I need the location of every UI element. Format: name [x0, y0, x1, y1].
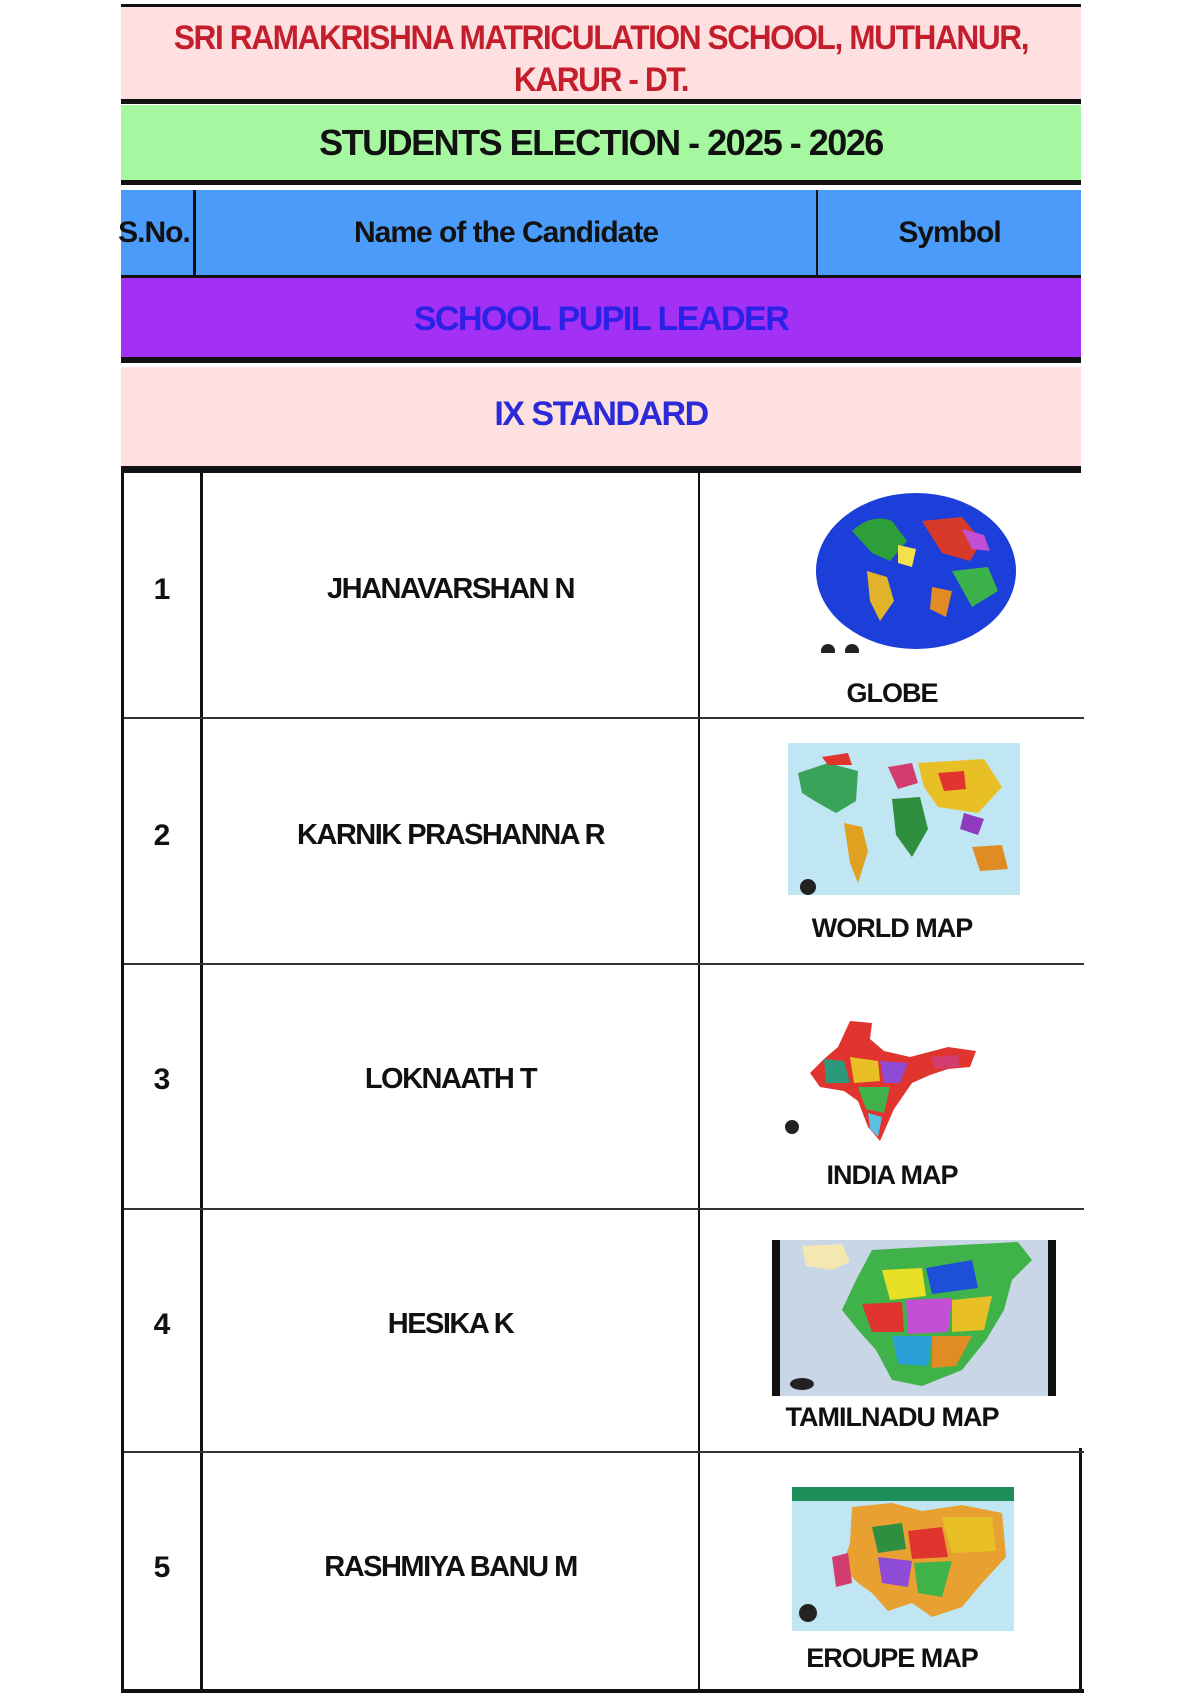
india-map-icon: [780, 1017, 984, 1149]
symbol-cell: [700, 1210, 1084, 1451]
symbol-label: INDIA MAP: [826, 1160, 958, 1190]
symbol-cell: [700, 719, 1084, 963]
symbol-cell: [700, 965, 1084, 1208]
election-title: STUDENTS ELECTION - 2025 - 2026: [121, 105, 1081, 185]
table-row: [124, 965, 1084, 1210]
table-row: [124, 719, 1084, 965]
candidate-name: HESIKA K: [387, 1308, 514, 1340]
school-title: [121, 4, 1081, 104]
candidate-name: LOKNAATH T: [364, 1063, 537, 1095]
post-title: SCHOOL PUPIL LEADER: [121, 278, 1081, 363]
symbol-cell: [700, 473, 1084, 717]
tamilnadu-map-icon: [772, 1240, 1056, 1396]
candidate-name: RASHMIYA BANU M: [324, 1551, 577, 1583]
candidate-table: [121, 473, 1081, 1693]
row-sno: 3: [153, 1063, 171, 1096]
symbol-cell: [700, 1453, 1084, 1689]
table-row: [124, 1453, 1084, 1693]
header-name: Name of the Candidate: [196, 190, 818, 275]
header-sno: S.No.: [115, 190, 196, 275]
row-sno: 4: [153, 1308, 171, 1341]
ballot-sheet: [118, 0, 1081, 1696]
symbol-label: WORLD MAP: [811, 913, 973, 943]
header-symbol: Symbol: [898, 216, 1001, 249]
row-sno: 1: [153, 573, 171, 606]
symbol-label: TAMILNADU MAP: [785, 1402, 999, 1432]
europe-map-icon: [792, 1487, 1014, 1631]
globe-icon: [812, 491, 1020, 653]
candidate-name: KARNIK PRASHANNA R: [296, 819, 605, 851]
table-header: [118, 190, 1081, 278]
row-sno: 2: [153, 819, 171, 852]
school-name-line1: SRI RAMAKRISHNA MATRICULATION SCHOOL, MUTHANUR,: [173, 19, 1029, 57]
symbol-label: EROUPE MAP: [806, 1643, 978, 1673]
table-row: [124, 1210, 1084, 1453]
school-name-line2: KARUR - DT.: [513, 61, 689, 99]
table-row: [124, 473, 1084, 719]
standard-title: IX STANDARD: [121, 367, 1081, 473]
row-sno: 5: [153, 1551, 171, 1584]
symbol-label: GLOBE: [846, 678, 938, 708]
world-map-icon: [788, 743, 1020, 895]
candidate-name: JHANAVARSHAN N: [327, 573, 574, 605]
